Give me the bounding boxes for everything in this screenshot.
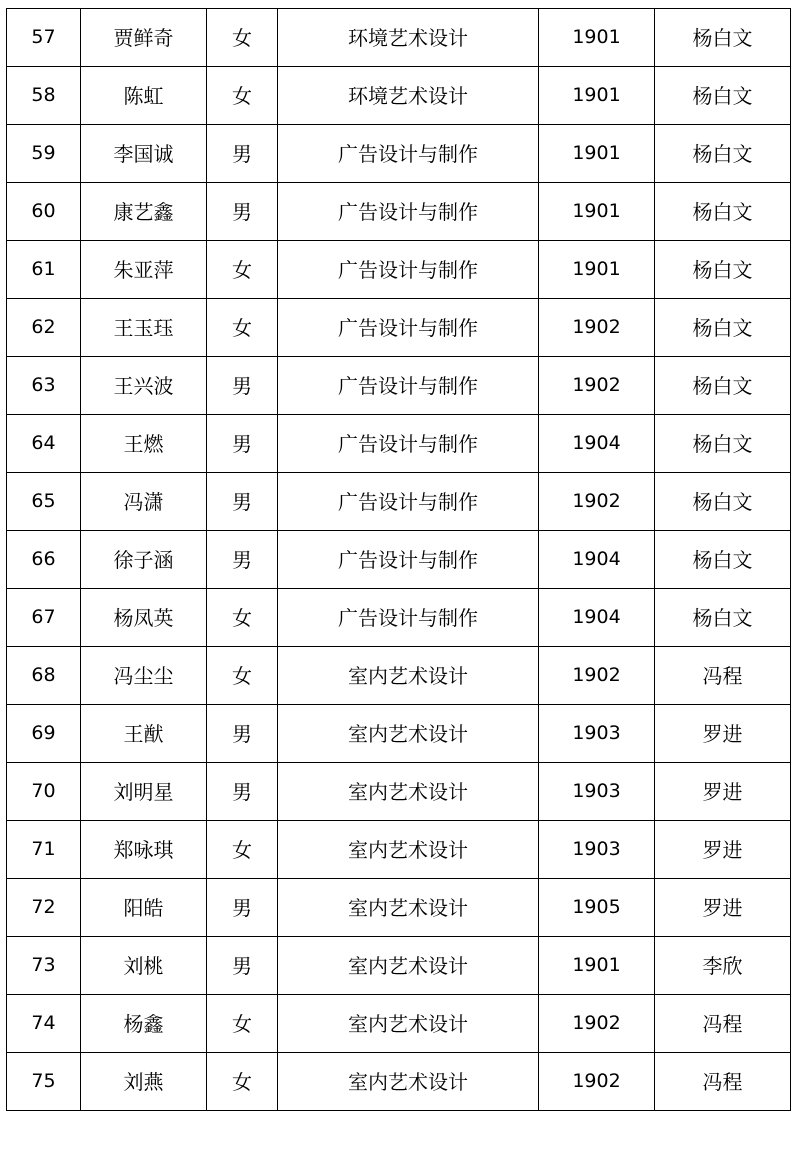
cell-major: 室内艺术设计 xyxy=(278,995,539,1053)
table-row xyxy=(7,183,791,241)
cell-major: 广告设计与制作 xyxy=(278,241,539,299)
cell-major: 广告设计与制作 xyxy=(278,183,539,241)
cell-class: 1903 xyxy=(539,821,655,879)
cell-index: 65 xyxy=(7,473,81,531)
cell-teacher: 罗进 xyxy=(655,705,791,763)
cell-index: 74 xyxy=(7,995,81,1053)
cell-class: 1905 xyxy=(539,879,655,937)
cell-gender: 男 xyxy=(207,705,278,763)
cell-class: 1901 xyxy=(539,67,655,125)
cell-teacher: 杨白文 xyxy=(655,183,791,241)
cell-gender: 男 xyxy=(207,125,278,183)
cell-index: 66 xyxy=(7,531,81,589)
cell-teacher: 杨白文 xyxy=(655,241,791,299)
table-row xyxy=(7,705,791,763)
cell-major: 室内艺术设计 xyxy=(278,821,539,879)
roster-body xyxy=(7,9,791,1111)
cell-teacher: 冯程 xyxy=(655,995,791,1053)
cell-major: 环境艺术设计 xyxy=(278,9,539,67)
cell-name: 杨鑫 xyxy=(81,995,207,1053)
cell-major: 广告设计与制作 xyxy=(278,357,539,415)
cell-class: 1901 xyxy=(539,937,655,995)
table-row xyxy=(7,299,791,357)
cell-index: 72 xyxy=(7,879,81,937)
cell-gender: 女 xyxy=(207,821,278,879)
cell-teacher: 杨白文 xyxy=(655,67,791,125)
table-row xyxy=(7,531,791,589)
cell-class: 1901 xyxy=(539,9,655,67)
cell-gender: 女 xyxy=(207,647,278,705)
cell-name: 冯尘尘 xyxy=(81,647,207,705)
cell-index: 59 xyxy=(7,125,81,183)
cell-class: 1901 xyxy=(539,183,655,241)
cell-name: 康艺鑫 xyxy=(81,183,207,241)
cell-gender: 男 xyxy=(207,879,278,937)
cell-gender: 男 xyxy=(207,415,278,473)
cell-teacher: 杨白文 xyxy=(655,473,791,531)
cell-major: 广告设计与制作 xyxy=(278,531,539,589)
cell-index: 70 xyxy=(7,763,81,821)
cell-gender: 女 xyxy=(207,589,278,647)
cell-major: 室内艺术设计 xyxy=(278,705,539,763)
cell-teacher: 罗进 xyxy=(655,879,791,937)
cell-class: 1904 xyxy=(539,531,655,589)
table-row xyxy=(7,647,791,705)
cell-major: 室内艺术设计 xyxy=(278,879,539,937)
cell-index: 62 xyxy=(7,299,81,357)
table-row xyxy=(7,125,791,183)
cell-teacher: 杨白文 xyxy=(655,589,791,647)
cell-name: 王玉珏 xyxy=(81,299,207,357)
cell-index: 73 xyxy=(7,937,81,995)
cell-major: 室内艺术设计 xyxy=(278,647,539,705)
table-row xyxy=(7,415,791,473)
cell-class: 1904 xyxy=(539,415,655,473)
cell-gender: 男 xyxy=(207,473,278,531)
cell-teacher: 杨白文 xyxy=(655,9,791,67)
cell-gender: 女 xyxy=(207,9,278,67)
cell-teacher: 杨白文 xyxy=(655,531,791,589)
cell-gender: 男 xyxy=(207,357,278,415)
cell-gender: 女 xyxy=(207,241,278,299)
cell-class: 1902 xyxy=(539,1053,655,1111)
cell-gender: 男 xyxy=(207,531,278,589)
table-row xyxy=(7,763,791,821)
cell-major: 广告设计与制作 xyxy=(278,473,539,531)
cell-index: 64 xyxy=(7,415,81,473)
cell-name: 刘桃 xyxy=(81,937,207,995)
cell-teacher: 冯程 xyxy=(655,1053,791,1111)
cell-name: 王猷 xyxy=(81,705,207,763)
cell-index: 60 xyxy=(7,183,81,241)
student-roster-table xyxy=(6,8,791,1111)
table-row xyxy=(7,589,791,647)
cell-gender: 女 xyxy=(207,299,278,357)
cell-major: 广告设计与制作 xyxy=(278,125,539,183)
cell-gender: 男 xyxy=(207,937,278,995)
cell-name: 李国诚 xyxy=(81,125,207,183)
cell-gender: 女 xyxy=(207,1053,278,1111)
cell-class: 1903 xyxy=(539,763,655,821)
cell-name: 徐子涵 xyxy=(81,531,207,589)
cell-teacher: 杨白文 xyxy=(655,125,791,183)
cell-teacher: 杨白文 xyxy=(655,299,791,357)
table-row xyxy=(7,879,791,937)
cell-index: 67 xyxy=(7,589,81,647)
cell-teacher: 罗进 xyxy=(655,763,791,821)
table-row xyxy=(7,473,791,531)
cell-class: 1904 xyxy=(539,589,655,647)
table-row xyxy=(7,995,791,1053)
cell-index: 69 xyxy=(7,705,81,763)
cell-gender: 女 xyxy=(207,995,278,1053)
cell-teacher: 冯程 xyxy=(655,647,791,705)
cell-major: 广告设计与制作 xyxy=(278,589,539,647)
table-row xyxy=(7,241,791,299)
cell-class: 1902 xyxy=(539,357,655,415)
cell-index: 61 xyxy=(7,241,81,299)
cell-index: 68 xyxy=(7,647,81,705)
cell-teacher: 罗进 xyxy=(655,821,791,879)
cell-index: 57 xyxy=(7,9,81,67)
table-row xyxy=(7,357,791,415)
cell-teacher: 李欣 xyxy=(655,937,791,995)
cell-gender: 男 xyxy=(207,183,278,241)
cell-class: 1902 xyxy=(539,299,655,357)
cell-teacher: 杨白文 xyxy=(655,415,791,473)
table-row xyxy=(7,937,791,995)
cell-gender: 男 xyxy=(207,763,278,821)
cell-name: 陈虹 xyxy=(81,67,207,125)
cell-name: 刘明星 xyxy=(81,763,207,821)
cell-name: 刘燕 xyxy=(81,1053,207,1111)
cell-major: 环境艺术设计 xyxy=(278,67,539,125)
cell-class: 1901 xyxy=(539,241,655,299)
cell-name: 杨凤英 xyxy=(81,589,207,647)
cell-name: 贾鲜奇 xyxy=(81,9,207,67)
cell-class: 1902 xyxy=(539,473,655,531)
cell-name: 朱亚萍 xyxy=(81,241,207,299)
cell-name: 王燃 xyxy=(81,415,207,473)
table-row xyxy=(7,9,791,67)
cell-major: 广告设计与制作 xyxy=(278,299,539,357)
cell-class: 1902 xyxy=(539,995,655,1053)
cell-index: 63 xyxy=(7,357,81,415)
cell-class: 1901 xyxy=(539,125,655,183)
cell-index: 71 xyxy=(7,821,81,879)
cell-major: 室内艺术设计 xyxy=(278,763,539,821)
cell-major: 室内艺术设计 xyxy=(278,937,539,995)
table-row xyxy=(7,67,791,125)
cell-name: 郑咏琪 xyxy=(81,821,207,879)
cell-name: 冯潇 xyxy=(81,473,207,531)
table-row xyxy=(7,1053,791,1111)
cell-name: 王兴波 xyxy=(81,357,207,415)
cell-name: 阳皓 xyxy=(81,879,207,937)
cell-class: 1902 xyxy=(539,647,655,705)
cell-index: 58 xyxy=(7,67,81,125)
table-row xyxy=(7,821,791,879)
cell-teacher: 杨白文 xyxy=(655,357,791,415)
cell-major: 广告设计与制作 xyxy=(278,415,539,473)
cell-index: 75 xyxy=(7,1053,81,1111)
cell-major: 室内艺术设计 xyxy=(278,1053,539,1111)
cell-gender: 女 xyxy=(207,67,278,125)
cell-class: 1903 xyxy=(539,705,655,763)
